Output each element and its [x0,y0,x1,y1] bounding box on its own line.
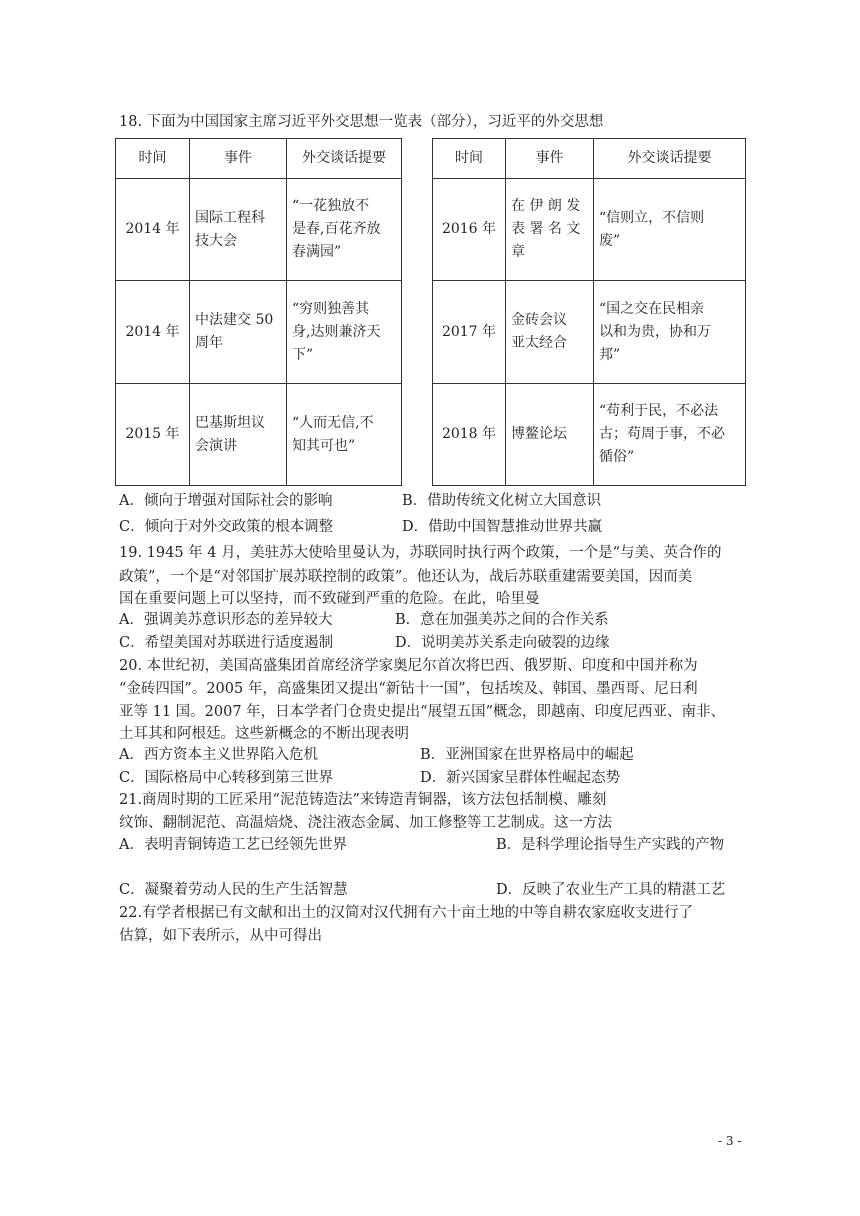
time-cell: 2017 年 [433,281,506,384]
event-line: 章 [511,244,525,260]
event-cell [190,281,287,384]
q21-line: 21.商周时期的工匠采用“泥范铸造法”来铸造青铜器，该方法包括制模、雕刻 [119,792,607,808]
page-number: - 3 - [718,1134,742,1148]
q20-option-d[interactable]: D．新兴国家呈群体性崛起态势 [420,770,621,786]
q19-line: 政策”，一个是“对邻国扩展苏联控制的政策”。他还认为，战后苏联重建需要美国，因而美 [119,569,693,585]
event-line: 国际工程科 [195,209,265,226]
table-row [116,281,402,384]
talk-line: 以和为贵，协和万 [599,323,711,340]
event-line: 巴基斯坦议 [195,414,265,431]
event-cell [506,281,594,384]
talk-line: “信则立，不信则 [599,209,705,226]
talk-line: 下” [292,346,314,363]
talk-line: “国之交在民相亲 [599,300,705,317]
q21-option-b[interactable]: B．是科学理论指导生产实践的产物 [496,837,725,853]
q20-line: “金砖四国”。2005 年，高盛集团又提出“新钻十一国”，包括埃及、韩国、墨西哥、尼日利 [119,681,698,697]
time-cell: 2014 年 [116,179,190,281]
talk-line: 古；苟周于事，不必 [599,426,725,442]
q19-option-a[interactable]: A．强调美苏意识形态的差异较大 [119,612,333,628]
talk-cell [287,179,402,281]
q20-option-a[interactable]: A．西方资本主义世界陷入危机 [119,747,318,763]
table-row [116,384,402,486]
q19-line: 国在重要问题上可以坚持，而不致碰到严重的危险。在此，哈里曼 [119,591,540,607]
q21-option-a[interactable]: A．表明青铜铸造工艺已经领先世界 [119,837,347,853]
header-event: 事件 [506,139,594,179]
talk-cell [594,384,746,486]
q19-option-b[interactable]: B．意在加强美苏之间的合作关系 [395,612,609,628]
time-cell: 2014 年 [116,281,190,384]
q21-option-d[interactable]: D．反映了农业生产工具的精湛工艺 [496,882,726,898]
talk-line: 循俗” [599,449,635,465]
event-line: 中法建交 50 [195,312,274,328]
q22-line: 22.有学者根据已有文献和出土的汉简对汉代拥有六十亩土地的中等自耕农家庭收支进行了 [119,905,694,921]
talk-line: 废” [599,232,621,249]
header-talk: 外交谈话提要 [594,139,746,179]
q19-option-c[interactable]: C．希望美国对苏联进行适度遏制 [119,635,334,651]
talk-line: 身,达则兼济天 [292,323,381,340]
header-event: 事件 [190,139,287,179]
table-row [433,384,746,486]
q22-line: 估算，如下表所示，从中可得出 [119,928,322,944]
q18-table-left [115,138,402,486]
talk-line: 邦” [599,346,621,363]
q18-table-right [432,138,746,486]
talk-line: 是春,百花齐放 [292,221,381,237]
talk-line: “一花独放不 [292,198,370,214]
q18-option-b[interactable]: B．借助传统文化树立大国意识 [402,493,602,509]
header-time: 时间 [433,139,506,179]
q18-option-a[interactable]: A．倾向于增强对国际社会的影响 [119,493,333,509]
q21-line: 纹饰、翻制泥范、高温焙烧、浇注液态金属、加工修整等工艺制成。这一方法 [119,815,612,831]
q20-line: 20. 本世纪初，美国高盛集团首席经济学家奥尼尔首次将巴西、俄罗斯、印度和中国并称为 [119,658,698,674]
table-row [433,179,746,281]
talk-line: 春满园” [292,244,342,260]
time-cell: 2018 年 [433,384,506,486]
event-line: 技大会 [195,232,237,249]
talk-line: “穷则独善其 [292,300,370,317]
time-cell: 2015 年 [116,384,190,486]
event-line: 亚太经合 [511,335,567,351]
q20-option-b[interactable]: B．亚洲国家在世界格局中的崛起 [420,747,634,763]
q20-line: 土耳其和阿根廷。这些新概念的不断出现表明 [119,726,409,742]
event-cell [190,179,287,281]
header-talk: 外交谈话提要 [287,139,402,179]
event-line: 博鳌论坛 [511,426,567,442]
event-cell [506,179,594,281]
talk-cell [594,281,746,384]
table-header-row [433,139,746,179]
time-cell: 2016 年 [433,179,506,281]
q20-line: 亚等 11 国。2007 年，日本学者门仓贵史提出“展望五国”概念，即越南、印度尼西亚、南非、 [119,704,726,720]
event-cell [506,384,594,486]
header-time: 时间 [116,139,190,179]
talk-cell [287,281,402,384]
talk-line: 知其可也” [292,437,356,454]
talk-cell [287,384,402,486]
q20-option-c[interactable]: C．国际格局中心转移到第三世界 [119,770,334,786]
talk-cell [594,179,746,281]
talk-line: “人而无信,不 [292,414,374,431]
event-line: 在 伊 朗 发 [511,198,581,214]
table-header-row [116,139,402,179]
q19-line: 19. 1945 年 4 月，美驻苏大使哈里曼认为，苏联同时执行两个政策，一个是“与美、英合作的 [119,545,722,561]
table-row [433,281,746,384]
event-cell [190,384,287,486]
q18-option-d[interactable]: D．借助中国智慧推动世界共赢 [402,519,603,535]
event-line: 周年 [195,335,223,351]
q21-option-c[interactable]: C．凝聚着劳动人民的生产生活智慧 [119,882,348,898]
event-line: 表 署 名 文 [511,221,581,237]
q19-option-d[interactable]: D．说明美苏关系走向破裂的边缘 [395,635,610,651]
talk-line: “苟利于民，不必法 [599,403,719,419]
q18-option-c[interactable]: C．倾向于对外交政策的根本调整 [119,519,334,535]
event-line: 金砖会议 [511,312,567,328]
table-row [116,179,402,281]
event-line: 会演讲 [195,437,237,454]
q18-stem: 18. 下面为中国国家主席习近平外交思想一览表（部分），习近平的外交思想 [119,114,604,130]
